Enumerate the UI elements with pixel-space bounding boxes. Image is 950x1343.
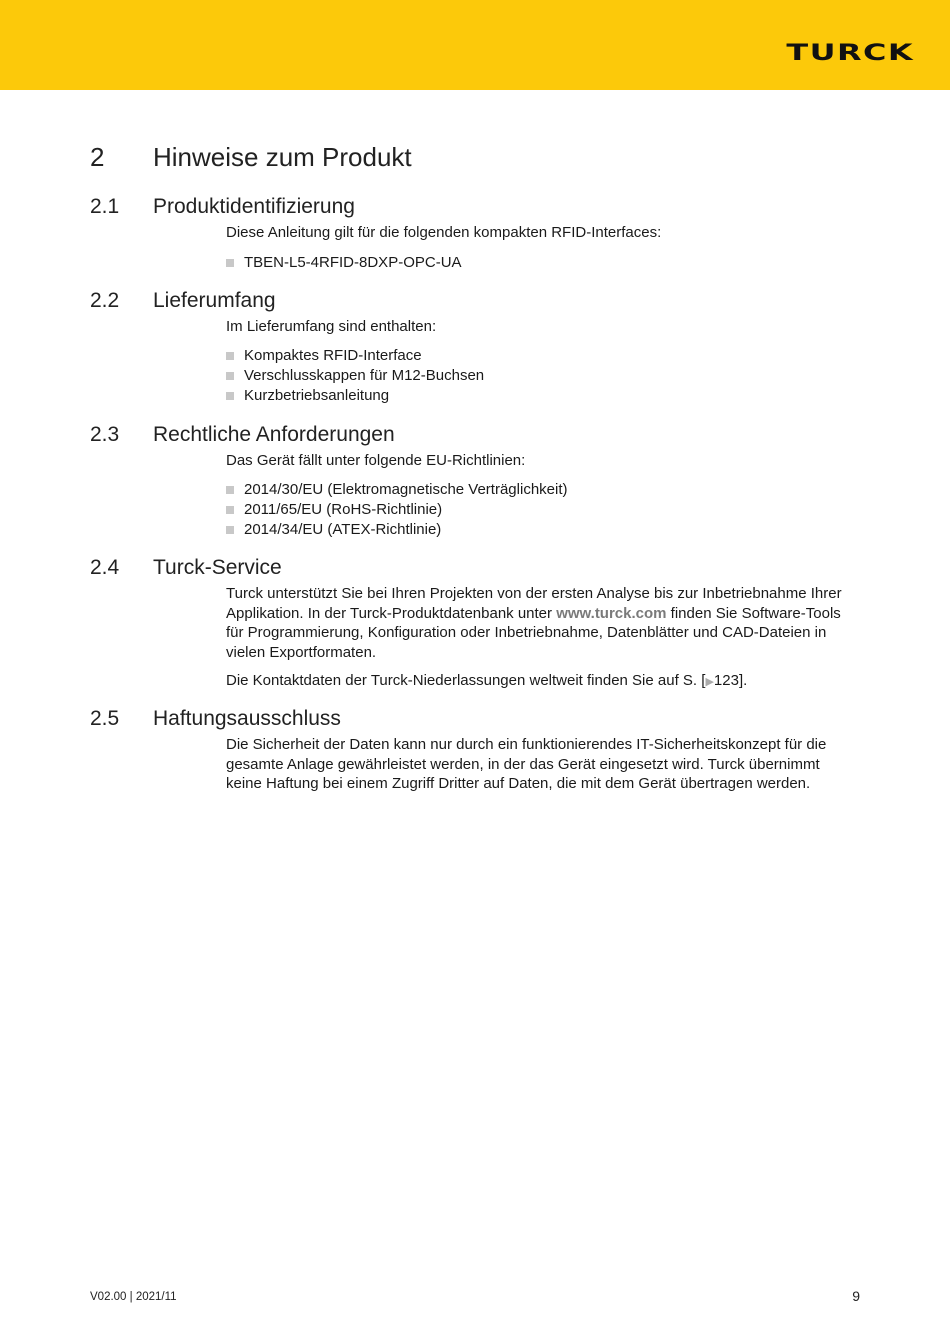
list-item: 2014/30/EU (Elektromagnetische Verträglichkeit) [226,480,856,500]
list-item: Kurzbetriebsanleitung [226,386,856,406]
bullet-square-icon [226,526,234,534]
list-item: 2011/65/EU (RoHS-Richtlinie) [226,500,856,520]
chapter-number: 2 [90,142,105,172]
section-heading-2-4 [90,555,282,581]
section-title: Haftungsausschluss [153,707,341,730]
footer-version: V02.00 | 2021/11 [90,1291,177,1303]
section-number: 2.3 [90,423,120,446]
page-ref-arrow-icon: ▶ [705,676,714,688]
section-title: Produktidentifizierung [153,195,355,218]
section-body-2-3 [226,451,856,540]
list-item: 2014/34/EU (ATEX-Richtlinie) [226,520,856,540]
bullet-square-icon [226,352,234,360]
bullet-list [226,480,856,540]
chapter-heading [90,141,412,173]
bullet-square-icon [226,506,234,514]
section-intro: Im Lieferumfang sind enthalten: [226,318,437,335]
turck-website-link[interactable]: www.turck.com [556,604,667,622]
contact-paragraph: Die Kontaktdaten der Turck-Niederlassungen weltweit finden Sie auf S. [▶123]. [226,672,748,689]
list-item: Kompaktes RFID-Interface [226,346,856,366]
section-title: Rechtliche Anforderungen [153,423,395,446]
page-number: 9 [852,1288,860,1304]
bullet-square-icon [226,486,234,494]
page-reference-link[interactable]: 123 [713,672,739,689]
section-heading-2-5 [90,706,341,732]
section-heading-2-2 [90,288,276,314]
section-body-2-5 [226,735,856,794]
header-band [0,0,950,90]
section-intro: Diese Anleitung gilt für die folgenden kompakten RFID-Interfaces: [226,224,662,241]
list-item: Verschlusskappen für M12-Buchsen [226,366,856,386]
section-number: 2.5 [90,707,120,730]
bullet-square-icon [226,372,234,380]
bullet-list [226,253,856,273]
section-heading-2-3 [90,422,395,448]
section-number: 2.1 [90,195,120,218]
section-body-2-2 [226,317,856,406]
bullet-square-icon [226,259,234,267]
section-intro: Das Gerät fällt unter folgende EU-Richtlinien: [226,452,526,469]
disclaimer-paragraph: Die Sicherheit der Daten kann nur durch ein funktionierendes IT-Sicherheitskonzept für die gesamte Anlage gewährleistet werden, in der das Gerät eingesetzt wird. Turck übernimmt keine Haftung bei einem Zugriff Dritter auf Daten, die mit dem Gerät übertragen werden. [226,736,827,792]
section-number: 2.4 [90,556,120,579]
section-title: Turck-Service [153,556,282,579]
service-paragraph: Turck unterstützt Sie bei Ihren Projekten von der ersten Analyse bis zur Inbetriebnahme Ihrer Applikation. In der Turck-Produktdatenbank unter www.turck.com finden Sie Software-Tools für Programmierung, Konfiguration oder Inbetriebnahme, Datenblätter und CAD-Dateien in vielen Exportformaten. [226,585,842,661]
section-title: Lieferumfang [153,289,276,312]
chapter-title: Hinweise zum Produkt [153,142,412,172]
section-body-2-1 [226,223,856,273]
list-item: TBEN-L5-4RFID-8DXP-OPC-UA [226,253,856,273]
turck-logo: TURCK [786,41,914,66]
section-number: 2.2 [90,289,120,312]
section-body-2-4 [226,584,856,693]
bullet-list [226,346,856,406]
bullet-square-icon [226,392,234,400]
section-heading-2-1 [90,194,355,220]
